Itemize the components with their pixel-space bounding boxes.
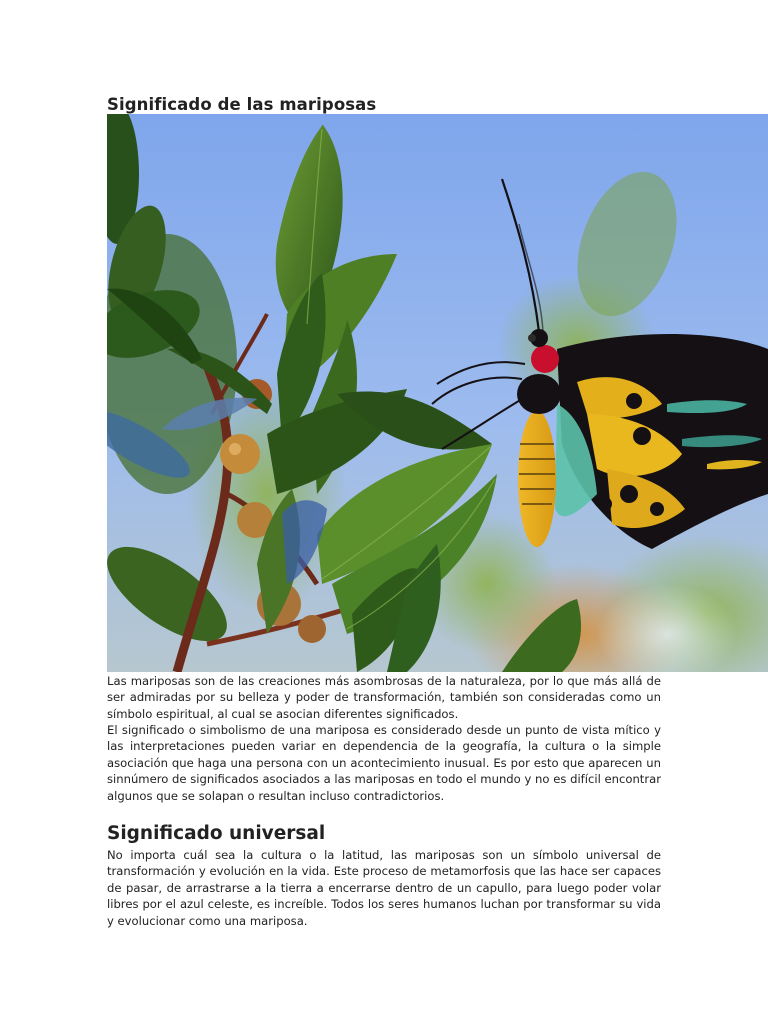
intro-paragraph: Las mariposas son de las creaciones más asombrosas de la naturaleza, por lo que más allá de ser admiradas por su belleza y poder de transformación, también son consideradas como un símbolo espiritual, al cual se asocian diferentes significados. xyxy=(107,674,661,721)
universal-paragraph: No importa cuál sea la cultura o la latitud, las mariposas son un símbolo universal de transformación y evolución en la vida. Este proceso de metamorfosis que las hace ser capaces de pasar, de arrastrarse a la tierra a encerrarse dentro de un capullo, para luego poder volar libres por el azul celeste, es increíble. Todos los seres humanos luchan por transformar su vida y evolucionar como una mariposa. xyxy=(107,848,661,928)
butterfly-photo xyxy=(107,114,768,672)
page-title: Significado de las mariposas xyxy=(107,95,377,114)
section-heading: Significado universal xyxy=(107,823,326,844)
symbolism-paragraph: El significado o simbolismo de una mariposa es considerado desde un punto de vista mítico y las interpretaciones pueden variar en dependencia de la geografía, la cultura o la simple asociación que haga una persona con un acontecimiento inusual. Es por esto que aparecen un sinnúmero de significados asociados a las mariposas en todo el mundo y no es difícil encontrar algunos que se solapan o resultan incluso contradictorios. xyxy=(107,723,661,803)
